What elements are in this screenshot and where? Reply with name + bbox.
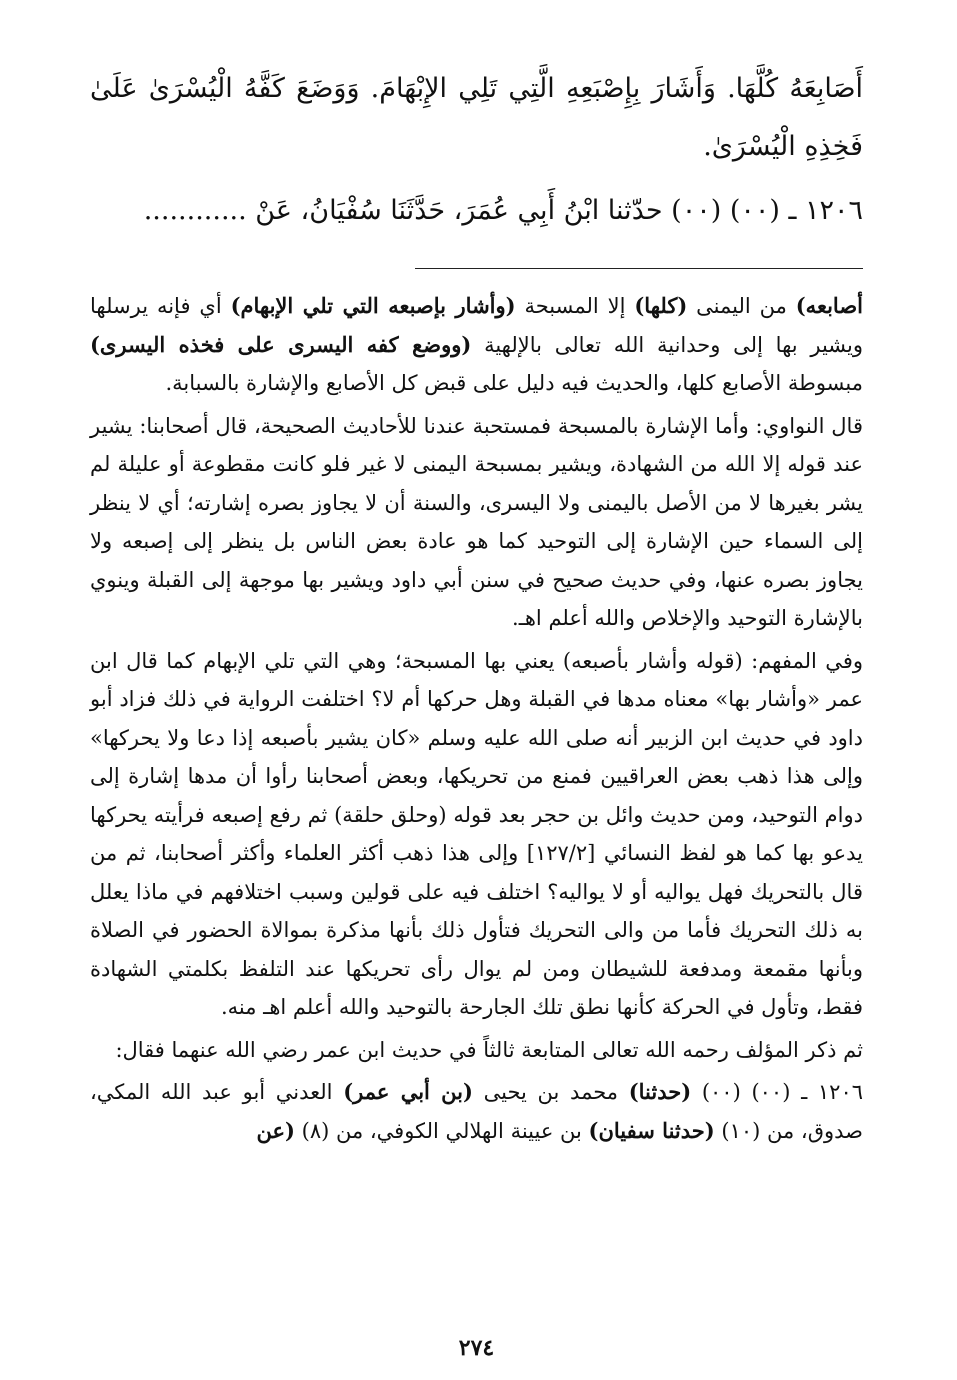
commentary-run: أي فإنه يرسلها ويشير بها إلى وحدانية الله تعالى بالإلهية xyxy=(90,294,863,357)
commentary-paragraph xyxy=(90,287,863,403)
commentary-paragraph: ثم ذكر المؤلف رحمه الله تعالى المتابعة ثالثاً في حديث ابن عمر رضي الله عنهما فقال: xyxy=(115,1037,863,1062)
commentary-run: (حدثنا) xyxy=(628,1079,692,1104)
commentary xyxy=(90,287,863,1150)
page-number: ٢٧٤ xyxy=(458,1335,495,1361)
hadith-text xyxy=(90,60,863,240)
hadith-chain: ١٢٠٦ ـ (٠٠) (٠٠) حدّثنا ابْنُ أَبِي عُمَرَ، حَدَّثَنَا سُفْيَانُ، عَنْ ............ xyxy=(143,195,863,226)
commentary-paragraph: وفي المفهم: (قوله وأشار بأصبعه) يعني بها المسبحة؛ وهي التي تلي الإبهام كما قال ابن عمر «وأشار بها» معناه مدها في القبلة وهل حركها أم لا؟ اختلفت الرواية في ذلك فزاد أبو داود في حديث ابن الزبير أنه صلى الله عليه وسلم «كان يشير بأصبعه إذا دعا ولا يحركها» وإلى هذا ذهب بعض العراقيين فمنع من تحريكها، وبعض أصحابنا رأوا أن مدها إشارة إلى دوام التوحيد، ومن حديث وائل بن حجر بعد قوله (وحلق حلقة) ثم رفع إصبعه فرأيته يحركها يدعو بها كما هو لفظ النسائي [١٢٧/٢] وإلى هذا ذهب أكثر العلماء وأكثر أصحابنا، ثم من قال بالتحريك فهل يواليه أو لا يواليه؟ اختلف فيه على قولين وسبب اختلافهم في ماذا يعلل به ذلك التحريك فأما من والى التحريك فتأول ذلك بأنها مذكرة بموالاة الحضور في الصلاة وبأنها مقمعة ومدفعة للشيطان ومن لم يوال رأى تحريكها عند التلفظ بكلمتي الشهادة فقط، وتأول في الحركة كأنها نطق تلك الجارحة بالتوحيد والله أعلم اهـ منه. xyxy=(90,648,863,1019)
commentary-paragraph xyxy=(90,1073,863,1150)
commentary-run: (ووضع كفه اليسرى على فخذه اليسرى) xyxy=(90,331,472,357)
commentary-run: العدني أبو عبد الله المكي، صدوق، من (١٠) xyxy=(90,1080,863,1143)
footnote-divider xyxy=(415,268,863,269)
commentary-run: بن عيينة الهلالي الكوفي، من (٨) xyxy=(294,1118,589,1143)
commentary-run: (بن أبي عمر) xyxy=(343,1079,473,1104)
commentary-run: (عن xyxy=(256,1117,295,1143)
commentary-run: إلا المسبحة xyxy=(515,294,635,318)
book-page xyxy=(90,60,863,1380)
commentary-run: (حدثنا سفيان) xyxy=(588,1117,715,1143)
commentary-paragraph: قال النواوي: وأما الإشارة بالمسبحة فمستحبة عندنا للأحاديث الصحيحة، قال أصحابنا: يشير عند قوله إلا الله من الشهادة، ويشير بمسبحة اليمنى لا غير فلو كانت مقطوعة أو عليلة لم يشر بغيرها لا من الأصل باليمنى ولا اليسرى، والسنة أن لا يجاوز بصره إشارته؛ أي لا ينظر إلى السماء حين الإشارة إلى التوحيد كما هو عادة بعض الناس بل ينظر إلى إصبعه ولا يجاوز بصره عنها، وفي حديث صحيح في سنن أبي داود ويشير بها موجهة إلى القبلة وينوي بالإشارة التوحيد والإخلاص والله أعلم اهـ. xyxy=(90,413,863,630)
commentary-run: (وأشار بإصبعه التي تلي الإبهام) xyxy=(230,293,516,318)
commentary-run: من اليمنى xyxy=(687,294,796,318)
commentary-run: ١٢٠٦ ـ (٠٠) (٠٠) xyxy=(691,1080,864,1104)
commentary-run: مبسوطة الأصابع كلها، والحديث فيه دليل على قبض كل الأصابع والإشارة بالسبابة. xyxy=(165,371,863,395)
commentary-run: محمد بن يحيى xyxy=(472,1080,629,1104)
commentary-run: أصابعه) xyxy=(795,293,863,318)
commentary-run: (كلها) xyxy=(634,293,688,318)
hadith-text-line: أَصَابِعَهُ كُلَّهَا. وَأَشَارَ بِإِصْبَعِهِ الَّتِي تَلِي الإِبْهَامَ. وَوَضَعَ كَفَّهُ الْيُسْرَىٰ عَلَىٰ فَخِذِهِ الْيُسْرَىٰ. xyxy=(90,73,863,162)
